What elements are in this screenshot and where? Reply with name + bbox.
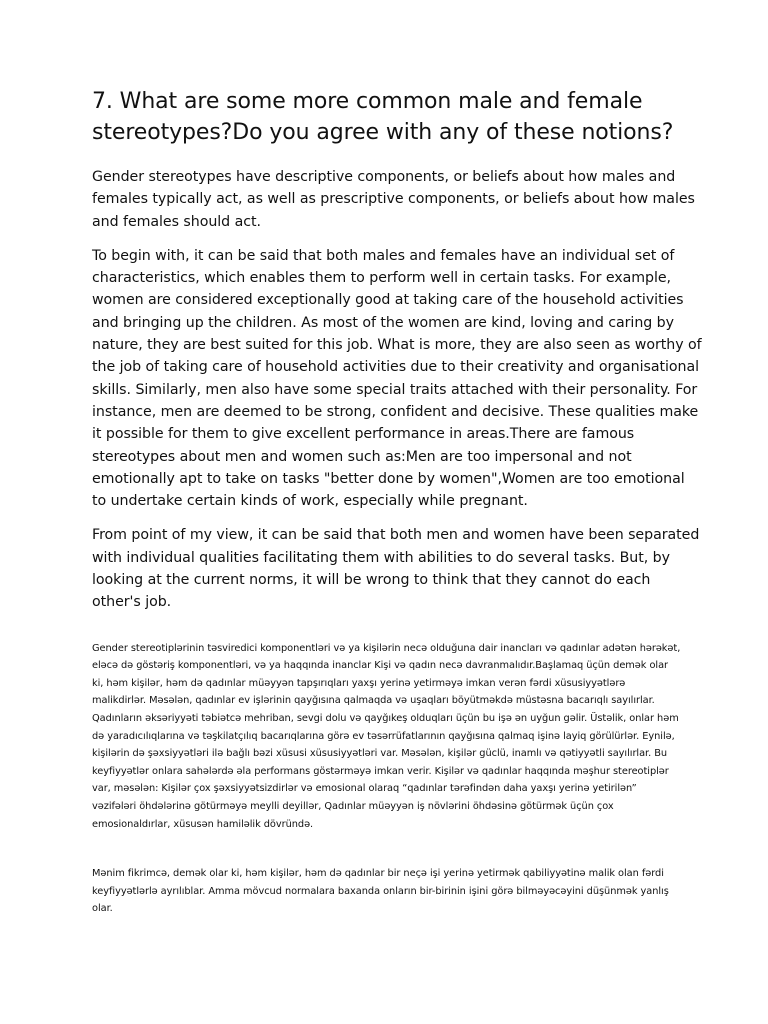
english-paragraph-conclusion: From point of my view, it can be said that both men and women have been separated with individual qualities facilitating them with abilities to do several tasks. But, by looking at the current norms, it will be wrong to think that they cannot do each other's job. — [92, 527, 700, 611]
english-paragraph-body: To begin with, it can be said that both males and females have an individual set of characteristics, which enables them to perform well in certain tasks. For example, women are considered exceptionally good at taking care of the household activities and bringing up the children. As most of the women are kind, loving and caring by nature, they are best suited for this job. What is more, they are also seen as worthy of the job of taking care of household activities due to their creativity and organisational skills. Similarly, men also have some special traits attached with their personality. For instance, men are deemed to be strong, confident and decisive. These qualities make it possible for them to give excellent performance in areas.There are famous stereotypes about men and women such as:Men are too impersonal and not emotionally apt to take on tasks "better done by women",Women are too emotional to undertake certain kinds of work, especially while pregnant. — [92, 247, 702, 510]
english-answer — [92, 166, 702, 614]
azerbaijani-paragraph-body: Gender stereotiplərinin təsviredici komponentləri və ya kişilərin necə olduğuna dair inancları və qadınlar adətən hərəkət, eləcə də göstəriş komponentləri, və ya haqqında inanclar Kişi və qadın necə davranmalıdır.Başlamaq üçün demək olar ki, həm kişilər, həm də qadınlar müəyyən tapşırıqları yaxşı yerinə yetirməyə imkan verən fərdi xüsusiyyətlərə malikdirlər. Məsələn, qadınlar ev işlərinin qayğısına qalmaqda və uşaqları böyütməkdə müstəsna bacarıqlı sayılırlar. Qadınların əksəriyyəti təbiətcə mehriban, sevgi dolu və qayğıkeş olduqları üçün bu işə ən uyğun gəlir. Üstəlik, onlar həm də yaradıcılıqlarına və təşkilatçılıq bacarıqlarına görə ev təsərrüfatlarının qayğısına qalmaq işinə layiq görülürlər. Eynilə, kişilərin də şəxsiyyətləri ilə bağlı bəzi xüsusi xüsusiyyətləri var. Məsələn, kişilər güclü, inamlı və qətiyyətli sayılırlar. Bu keyfiyyətlər onlara sahələrdə əla performans göstərməyə imkan verir. Kişilər və qadınlar haqqında məşhur stereotiplər var, məsələn: Kişilər çox şəxsiyyətsizdirlər və emosional olaraq “qadınlar tərəfindən daha yaxşı yerinə yetirilən” vəzifələri öhdələrinə götürməyə meylli deyillər, Qadınlar müəyyən iş növlərini öhdəsinə götürmək üçün çox emosionaldırlar, xüsusən hamiləlik dövründə. — [92, 642, 681, 830]
question-title: 7. What are some more common male and female stereotypes?Do you agree with any of these notions? — [92, 89, 674, 145]
azerbaijani-translation — [92, 640, 682, 918]
azerbaijani-paragraph-conclusion: Mənim fikrimcə, demək olar ki, həm kişilər, həm də qadınlar bir neçə işi yerinə yetirmək qabiliyyətinə malik olan fərdi keyfiyyətlərlə ayrılıblar. Amma mövcud normalara baxanda onların bir-birinin işini görə bilməyəcəyini düşünmək yanlış olar. — [92, 868, 669, 915]
english-paragraph-definition: Gender stereotypes have descriptive components, or beliefs about how males and females typically act, as well as prescriptive components, or beliefs about how males and females should act. — [92, 169, 695, 230]
